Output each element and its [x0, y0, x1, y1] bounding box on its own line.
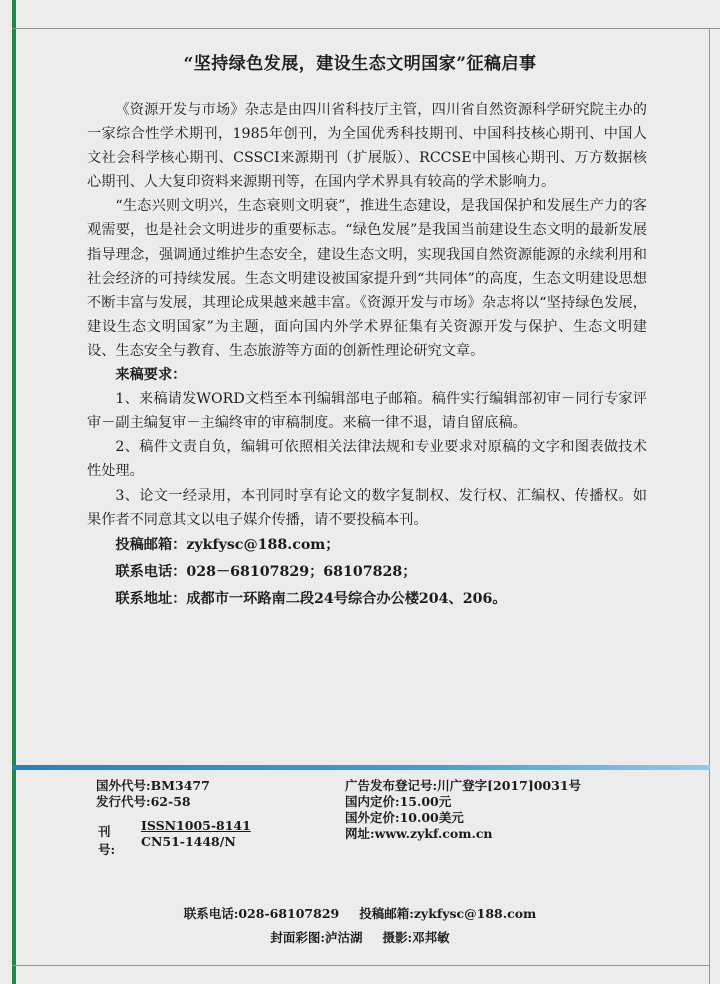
- distribution-code: 发行代号:62-58: [96, 794, 191, 809]
- foreign-code: 国外代号:BM3477: [96, 778, 210, 793]
- contact-address: [87, 586, 647, 613]
- contact-address-value: 成都市一环路南二段24号综合办公楼204、206。: [186, 590, 507, 607]
- website[interactable]: 网址:www.zykf.com.cn: [345, 826, 493, 841]
- cover-photo-caption: 封面彩图:泸沽湖: [270, 930, 363, 945]
- right-border-line: [709, 28, 710, 984]
- contact-email-value[interactable]: zykfysc@188.com；: [186, 536, 340, 553]
- contact-email-label: 投稿邮箱：: [115, 536, 187, 553]
- top-border-line: [12, 28, 720, 29]
- requirement-1: 1、来稿请发WORD文档至本刊编辑部电子邮箱。稿件实行编辑部初审－同行专家评审－副主编复审－主编终审的审稿制度。来稿一律不退，请自留底稿。: [87, 391, 647, 432]
- footer-credits: [0, 928, 720, 946]
- cn-number: CN51-1448/N: [141, 834, 236, 849]
- requirement-2: 2、稿件文责自负，编辑可依照相关法律法规和专业要求对原稿的文字和图表做技术性处理。: [87, 439, 647, 480]
- footer-contact: [0, 904, 720, 922]
- intro-paragraph: 《资源开发与市场》杂志是由四川省科技厅主管，四川省自然资源科学研究院主办的一家综合性学术期刊，1985年创刊，为全国优秀科技期刊、中国科技核心期刊、中国人文社会科学核心期刊、CSSCI来源期刊（扩展版）、RCCSE中国核心期刊、万方数据核心期刊、人大复印资料来源期刊等，在国内学术界具有较高的学术影响力。: [87, 102, 647, 191]
- requirement-3: 3、论文一经录用，本刊同时享有论文的数字复制权、发行权、汇编权、传播权。如果作者不同意其文以电子媒介传播，请不要投稿本刊。: [87, 487, 647, 528]
- page-title: “坚持绿色发展，建设生态文明国家”征稿启事: [183, 54, 537, 74]
- domestic-price: 国内定价:15.00元: [345, 794, 452, 809]
- issn-label: 刊号:: [98, 824, 116, 857]
- foreign-price: 国外定价:10.00美元: [345, 810, 464, 825]
- theme-paragraph: “生态兴则文明兴，生态衰则文明衰”，推进生态建设，是我国保护和发展生产力的客观需要，也是社会文明进步的重要标志。“绿色发展”是我国当前建设生态文明的最新发展指导理念，强调通过维护生态安全，建设生态文明，实现我国自然资源能源的永续利用和社会经济的可持续发展。生态文明建设被国家提升到“共同体”的高度，生态文明建设思想不断丰富与发展，其理论成果越来越丰富。《资源开发与市场》杂志将以“坚持绿色发展，建设生态文明国家”为主题，面向国内外学术界征集有关资源开发与保护、生态文明建设、生态安全与教育、生态旅游等方面的创新性理论研究文章。: [87, 198, 647, 359]
- issn-number: ISSN1005-8141: [141, 818, 251, 833]
- contact-phone: [87, 559, 647, 586]
- contact-phone-label: 联系电话：: [115, 563, 187, 580]
- notice-body: [87, 98, 647, 613]
- pub-info-right: [345, 778, 581, 842]
- footer-email[interactable]: 投稿邮箱:zykfysc@188.com: [359, 906, 537, 921]
- footer-phone: 联系电话:028-68107829: [183, 906, 340, 921]
- left-green-border: [12, 0, 16, 984]
- photographer-credit: 摄影:邓邦敏: [382, 930, 450, 945]
- contact-phone-value: 028－68107829；68107828；: [186, 563, 417, 580]
- pub-info-left: [96, 778, 210, 810]
- requirements-heading: 来稿要求：: [115, 367, 187, 384]
- contact-email: [87, 532, 647, 559]
- blue-divider-bar: [12, 765, 710, 770]
- ad-license: 广告发布登记号:川广登字[2017]0031号: [345, 778, 582, 793]
- bottom-border-line: [12, 965, 710, 966]
- contact-address-label: 联系地址：: [115, 590, 187, 607]
